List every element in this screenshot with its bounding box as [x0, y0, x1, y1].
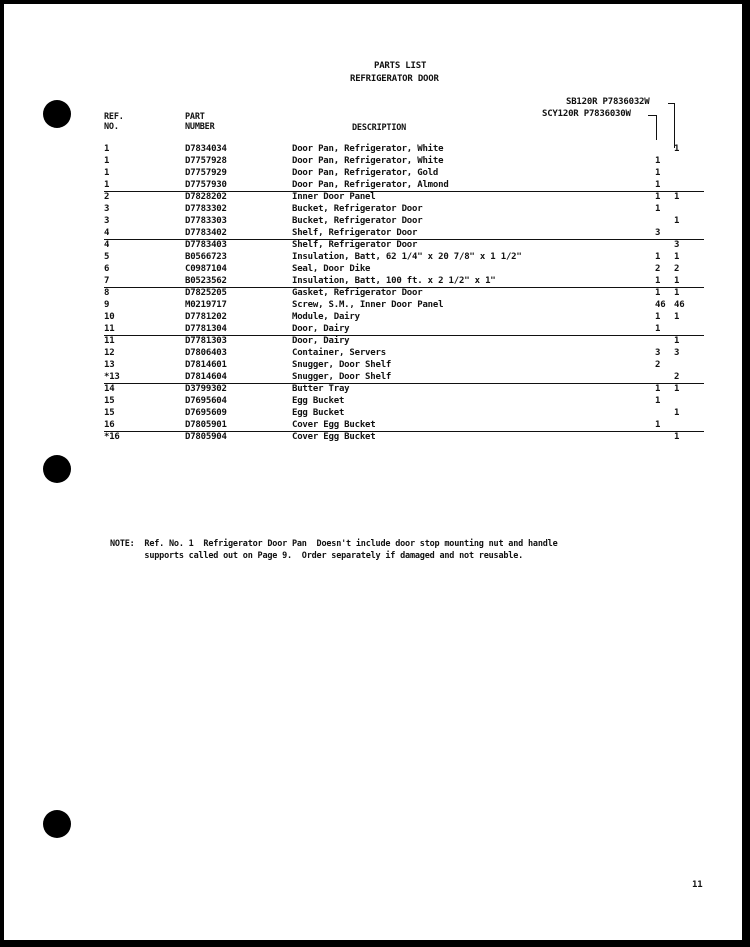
description-cell: Container, Servers — [292, 348, 386, 358]
part-number-cell: D7757930 — [185, 180, 227, 190]
qty-model1-cell: 1 — [655, 324, 661, 334]
part-number-cell: D7757929 — [185, 168, 227, 178]
qty-model2-cell: 1 — [674, 384, 680, 394]
description-cell: Snugger, Door Shelf — [292, 372, 392, 382]
ref-cell: 1 — [104, 144, 110, 154]
ref-cell: 11 — [104, 324, 115, 334]
description-cell: Door, Dairy — [292, 336, 350, 346]
description-cell: Module, Dairy — [292, 312, 360, 322]
qty-model2-cell: 1 — [674, 144, 680, 154]
table-row — [4, 288, 742, 300]
description-cell: Bucket, Refrigerator Door — [292, 216, 423, 226]
table-row — [4, 156, 742, 168]
ref-cell: 6 — [104, 264, 110, 274]
part-number-cell: D7757928 — [185, 156, 227, 166]
qty-model1-cell: 1 — [655, 204, 661, 214]
table-row — [4, 300, 742, 312]
qty-model1-cell: 2 — [655, 360, 661, 370]
part-number-cell: B0523562 — [185, 276, 227, 286]
qty-model2-cell: 1 — [674, 432, 680, 442]
ref-cell: 3 — [104, 204, 110, 214]
description-cell: Door Pan, Refrigerator, Almond — [292, 180, 449, 190]
part-number-cell: D7825205 — [185, 288, 227, 298]
ref-cell: 3 — [104, 216, 110, 226]
ref-cell: *16 — [104, 432, 120, 442]
description-cell: Egg Bucket — [292, 408, 345, 418]
description-cell: Door Pan, Refrigerator, White — [292, 144, 444, 154]
description-cell: Bucket, Refrigerator Door — [292, 204, 423, 214]
description-cell: Snugger, Door Shelf — [292, 360, 392, 370]
part-number-cell: C0987104 — [185, 264, 227, 274]
part-number-cell: D7783303 — [185, 216, 227, 226]
part-number-cell: D7695604 — [185, 396, 227, 406]
table-row — [4, 264, 742, 276]
description-cell: Egg Bucket — [292, 396, 345, 406]
model-bracket-2 — [648, 115, 657, 140]
qty-model2-cell: 3 — [674, 240, 680, 250]
model-label-1: SB120R P7836032W — [566, 97, 650, 107]
model-bracket-1 — [668, 103, 675, 148]
ref-cell: 10 — [104, 312, 115, 322]
description-cell: Door, Dairy — [292, 324, 350, 334]
binder-hole — [43, 100, 71, 128]
ref-cell: 15 — [104, 408, 115, 418]
part-number-cell: D7834034 — [185, 144, 227, 154]
table-row — [4, 168, 742, 180]
table-row — [4, 216, 742, 228]
page-title: PARTS LIST — [374, 61, 427, 71]
group-divider — [104, 191, 704, 192]
ref-cell: *13 — [104, 372, 120, 382]
part-number-cell: D7828202 — [185, 192, 227, 202]
ref-cell: 5 — [104, 252, 110, 262]
description-cell: Gasket, Refrigerator Door — [292, 288, 423, 298]
part-number-cell: D7805901 — [185, 420, 227, 430]
table-row — [4, 348, 742, 360]
description-cell: Screw, S.M., Inner Door Panel — [292, 300, 444, 310]
qty-model2-cell: 1 — [674, 336, 680, 346]
column-header-part: PART NUMBER — [185, 112, 215, 132]
part-number-cell: B0566723 — [185, 252, 227, 262]
page-subtitle: REFRIGERATOR DOOR — [350, 74, 439, 84]
description-cell: Cover Egg Bucket — [292, 420, 376, 430]
table-row — [4, 384, 742, 396]
qty-model1-cell: 2 — [655, 264, 661, 274]
qty-model1-cell: 1 — [655, 396, 661, 406]
description-cell: Insulation, Batt, 62 1/4" x 20 7/8" x 1 1/2" — [292, 252, 522, 262]
part-number-cell: D7806403 — [185, 348, 227, 358]
group-divider — [104, 383, 704, 384]
binder-hole — [43, 810, 71, 838]
qty-model2-cell: 1 — [674, 276, 680, 286]
part-number-cell: D7783402 — [185, 228, 227, 238]
table-row — [4, 252, 742, 264]
ref-cell: 4 — [104, 240, 110, 250]
model-label-2: SCY120R P7836030W — [542, 109, 631, 119]
ref-cell: 9 — [104, 300, 110, 310]
ref-cell: 8 — [104, 288, 110, 298]
qty-model1-cell: 1 — [655, 312, 661, 322]
description-cell: Door Pan, Refrigerator, Gold — [292, 168, 439, 178]
qty-model2-cell: 1 — [674, 312, 680, 322]
description-cell: Butter Tray — [292, 384, 350, 394]
description-cell: Insulation, Batt, 100 ft. x 2 1/2" x 1" — [292, 276, 496, 286]
ref-cell: 1 — [104, 168, 110, 178]
qty-model2-cell: 46 — [674, 300, 685, 310]
ref-cell: 1 — [104, 180, 110, 190]
qty-model2-cell: 2 — [674, 372, 680, 382]
column-header-description: DESCRIPTION — [352, 123, 407, 133]
qty-model1-cell: 1 — [655, 156, 661, 166]
part-number-cell: M0219717 — [185, 300, 227, 310]
qty-model2-cell: 1 — [674, 192, 680, 202]
qty-model1-cell: 46 — [655, 300, 666, 310]
qty-model1-cell: 1 — [655, 180, 661, 190]
qty-model1-cell: 1 — [655, 168, 661, 178]
description-cell: Door Pan, Refrigerator, White — [292, 156, 444, 166]
part-number-cell: D7814601 — [185, 360, 227, 370]
ref-cell: 14 — [104, 384, 115, 394]
part-number-cell: D3799302 — [185, 384, 227, 394]
part-number-cell: D7781202 — [185, 312, 227, 322]
qty-model2-cell: 1 — [674, 408, 680, 418]
ref-cell: 1 — [104, 156, 110, 166]
table-row — [4, 336, 742, 348]
qty-model1-cell: 3 — [655, 348, 661, 358]
part-number-cell: D7781303 — [185, 336, 227, 346]
description-cell: Inner Door Panel — [292, 192, 376, 202]
part-number-cell: D7814604 — [185, 372, 227, 382]
part-number-cell: D7783302 — [185, 204, 227, 214]
part-number-cell: D7781304 — [185, 324, 227, 334]
qty-model1-cell: 1 — [655, 384, 661, 394]
page-number: 11 — [692, 880, 703, 890]
qty-model1-cell: 1 — [655, 192, 661, 202]
qty-model2-cell: 2 — [674, 264, 680, 274]
ref-cell: 11 — [104, 336, 115, 346]
binder-hole — [43, 455, 71, 483]
table-row — [4, 240, 742, 252]
qty-model2-cell: 3 — [674, 348, 680, 358]
ref-cell: 4 — [104, 228, 110, 238]
table-row — [4, 144, 742, 156]
qty-model2-cell: 1 — [674, 252, 680, 262]
qty-model1-cell: 1 — [655, 288, 661, 298]
ref-cell: 12 — [104, 348, 115, 358]
ref-cell: 13 — [104, 360, 115, 370]
document-page — [4, 4, 742, 940]
table-row — [4, 192, 742, 204]
footnote: NOTE: Ref. No. 1 Refrigerator Door Pan Doesn't include door stop mounting nut and handle supports called out on Page 9. Order separately if damaged and not reusable. — [110, 539, 558, 561]
table-row — [4, 408, 742, 420]
table-row — [4, 432, 742, 444]
qty-model2-cell: 1 — [674, 216, 680, 226]
description-cell: Cover Egg Bucket — [292, 432, 376, 442]
ref-cell: 2 — [104, 192, 110, 202]
qty-model2-cell: 1 — [674, 288, 680, 298]
qty-model1-cell: 3 — [655, 228, 661, 238]
group-divider — [104, 239, 704, 240]
table-row — [4, 360, 742, 372]
qty-model1-cell: 1 — [655, 276, 661, 286]
part-number-cell: D7805904 — [185, 432, 227, 442]
description-cell: Shelf, Refrigerator Door — [292, 240, 418, 250]
part-number-cell: D7783403 — [185, 240, 227, 250]
description-cell: Shelf, Refrigerator Door — [292, 228, 418, 238]
column-header-ref: REF. NO. — [104, 112, 124, 132]
ref-cell: 15 — [104, 396, 115, 406]
ref-cell: 7 — [104, 276, 110, 286]
group-divider — [104, 287, 704, 288]
ref-cell: 16 — [104, 420, 115, 430]
table-row — [4, 312, 742, 324]
table-row — [4, 396, 742, 408]
qty-model1-cell: 1 — [655, 252, 661, 262]
group-divider — [104, 431, 704, 432]
group-divider — [104, 335, 704, 336]
qty-model1-cell: 1 — [655, 420, 661, 430]
table-row — [4, 204, 742, 216]
description-cell: Seal, Door Dike — [292, 264, 371, 274]
part-number-cell: D7695609 — [185, 408, 227, 418]
